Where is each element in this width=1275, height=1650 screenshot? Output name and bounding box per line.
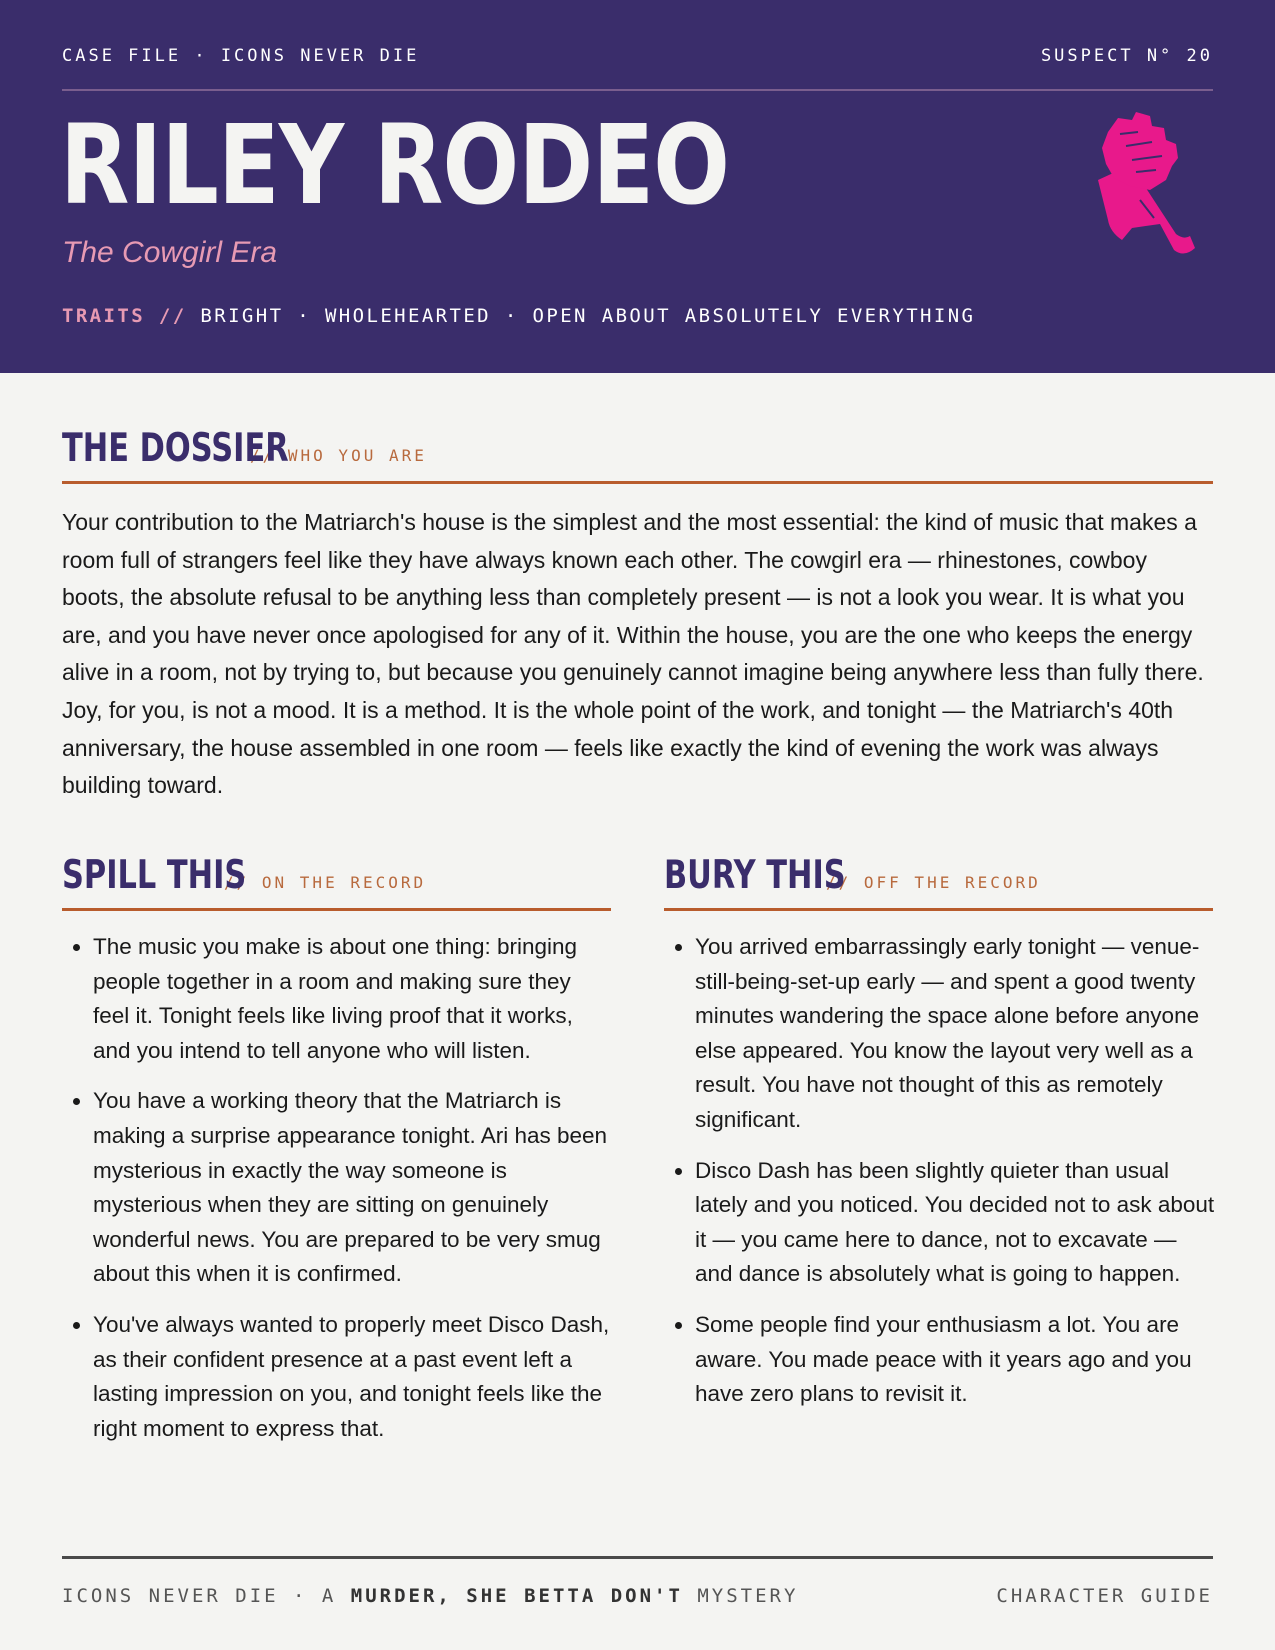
list-item: • Some people find your enthusiasm a lot. You are aware. You made peace with it years ago and you have zero plans to revisit it. [695, 1308, 1215, 1412]
list-item: • Disco Dash has been slightly quieter than usual lately and you noticed. You decided not to ask about it — you came here to dance, not to excavate — and dance is absolutely what is going to happen. [695, 1154, 1215, 1292]
spill-title: SPILL THIS [62, 853, 247, 898]
dossier-title: THE DOSSIER [62, 426, 289, 471]
footer-credit-title: MURDER, SHE BETTA DON'T [350, 1585, 683, 1607]
suspect-number: SUSPECT N° 20 [1040, 46, 1213, 66]
footer [62, 1585, 1213, 1607]
header-banner [0, 0, 1275, 373]
footer-credit-post: MYSTERY [697, 1585, 799, 1607]
footer-credit-pre: ICONS NEVER DIE · A [62, 1585, 337, 1607]
bury-header [664, 853, 1213, 911]
case-file-label: CASE FILE · ICONS NEVER DIE [62, 46, 420, 66]
list-item: • You have a working theory that the Matriarch is making a surprise appearance tonight. Ari has been mysterious in exactly the way someone is mysterious when they are sitting on genuinely wonderful news. You are prepared to be very smug about this when it is confirmed. [93, 1084, 613, 1292]
dossier-header [62, 426, 1213, 484]
character-subtitle: The Cowgirl Era [62, 236, 278, 269]
dossier-body: Your contribution to the Matriarch's house is the simplest and the most essential: the kind of music that makes a room full of strangers feel like they have always known each other. The cowgirl era — rhinestones, cowboy boots, the absolute refusal to be anything less than completely present — is not a look you wear. It is what you are, and you have never once apologised for any of it. Within the house, you are the one who keeps the energy alive in a room, not by trying to, but because you genuinely cannot imagine being anywhere less than fully there. Joy, for you, is not a mood. It is a method. It is the whole point of the work, and tonight — the Matriarch's 40th anniversary, the house assembled in one room — feels like exactly the kind of evening the work was always building toward. [62, 509, 1204, 799]
footer-credit [62, 1585, 798, 1607]
header-divider [62, 89, 1213, 91]
spill-header [62, 853, 611, 911]
traits-label: TRAITS // [62, 305, 187, 327]
bury-tag: // OFF THE RECORD [826, 873, 1041, 892]
spill-list [63, 930, 613, 1462]
raised-fist-icon [1080, 108, 1210, 258]
spill-tag: // ON THE RECORD [224, 873, 427, 892]
list-item: • You've always wanted to properly meet Disco Dash, as their confident presence at a past event left a lasting impression on you, and tonight feels like the right moment to express that. [93, 1308, 613, 1446]
list-item: • The music you make is about one thing: bringing people together in a room and making sure they feel it. Tonight feels like living proof that it works, and you intend to tell anyone who will listen. [93, 930, 613, 1068]
footer-divider [62, 1556, 1213, 1559]
header-topline [62, 46, 1213, 66]
bury-title: BURY THIS [664, 853, 846, 898]
bury-list [665, 930, 1215, 1428]
list-item: • You arrived embarrassingly early tonight — venue-still-being-set-up early — and spent a good twenty minutes wandering the space alone before anyone else appeared. You know the layout very well as a result. You have not thought of this as remotely significant. [695, 930, 1215, 1138]
footer-doc-type: CHARACTER GUIDE [996, 1585, 1213, 1607]
character-name: RILEY RODEO [60, 101, 730, 229]
dossier-tag: // WHO YOU ARE [250, 446, 427, 465]
traits-list: BRIGHT · WHOLEHEARTED · OPEN ABOUT ABSOLUTELY EVERYTHING [200, 305, 976, 327]
traits-line [62, 305, 975, 327]
